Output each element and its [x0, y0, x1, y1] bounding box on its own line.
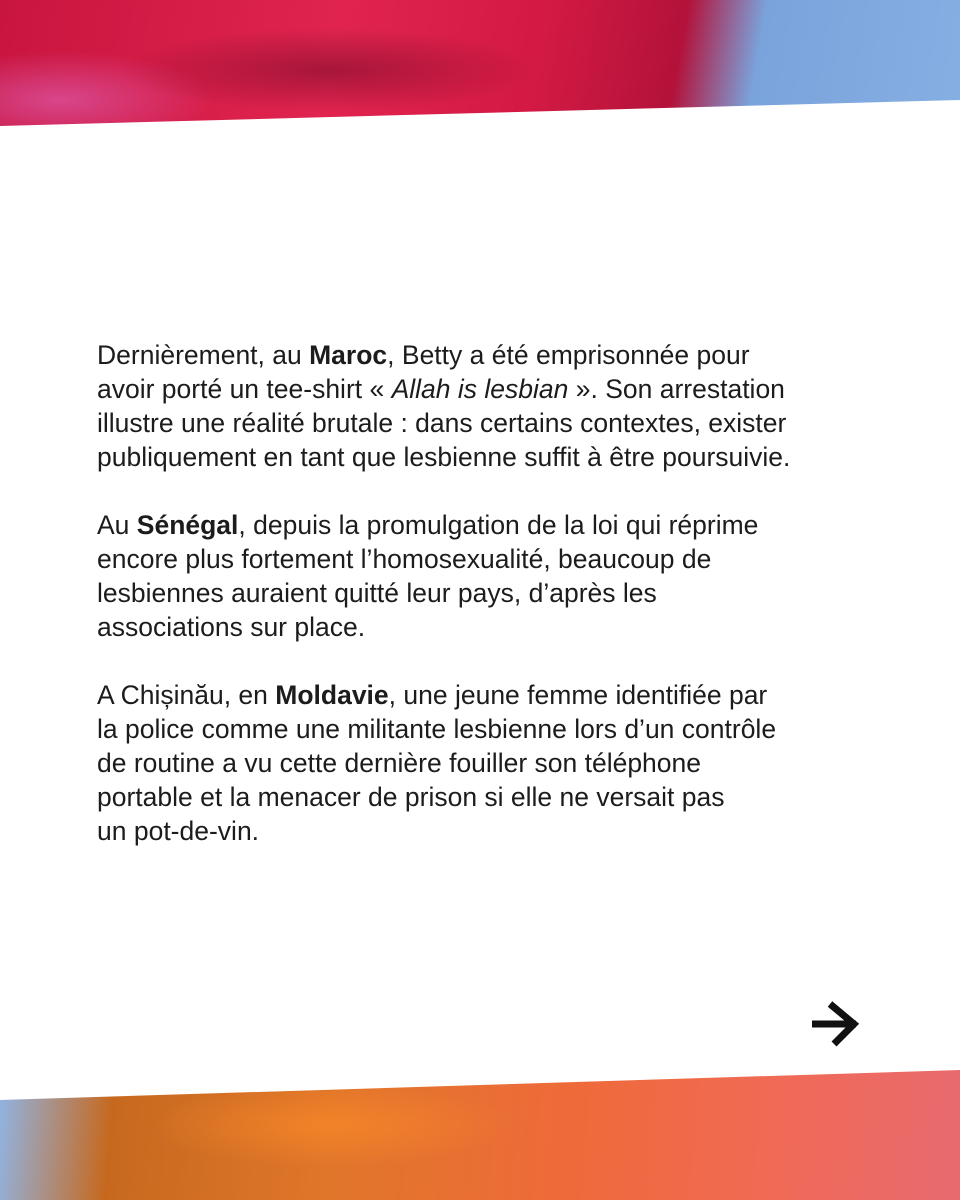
text: Dernièrement, au	[97, 340, 310, 370]
text: , une jeune femme identifiée par	[388, 680, 768, 710]
text: A Chișinău, en	[97, 680, 276, 710]
country-name: Maroc	[309, 340, 388, 370]
text: la police comme une militante lesbienne lors d’un contrôle	[97, 714, 777, 744]
text: de routine a vu cette dernière fouiller son téléphone	[97, 748, 702, 778]
text: , Betty a été emprisonnée pour	[387, 340, 750, 370]
text: Au	[97, 510, 137, 540]
text: , depuis la promulgation de la loi qui réprime	[238, 510, 759, 540]
text: publiquement en tant que lesbienne suffit à être poursuivie.	[97, 442, 791, 472]
text: un pot-de-vin.	[97, 816, 260, 846]
country-name: Sénégal	[136, 510, 239, 540]
tshirt-slogan: Allah is lesbian	[391, 374, 569, 404]
text: portable et la menacer de prison si elle ne versait pas	[97, 782, 725, 812]
article-body	[97, 338, 887, 882]
text: associations sur place.	[97, 612, 366, 642]
paragraph-maroc	[97, 338, 887, 474]
country-name: Moldavie	[275, 680, 389, 710]
text: encore plus fortement l’homosexualité, beaucoup de	[97, 544, 712, 574]
arrow-right-icon[interactable]	[808, 998, 864, 1050]
text: lesbiennes auraient quitté leur pays, d’après les	[97, 578, 657, 608]
text: illustre une réalité brutale : dans certains contextes, exister	[97, 408, 787, 438]
paragraph-moldavie	[97, 678, 887, 848]
text: avoir porté un tee-shirt «	[97, 374, 392, 404]
paragraph-senegal	[97, 508, 887, 644]
text: ». Son arrestation	[568, 374, 785, 404]
